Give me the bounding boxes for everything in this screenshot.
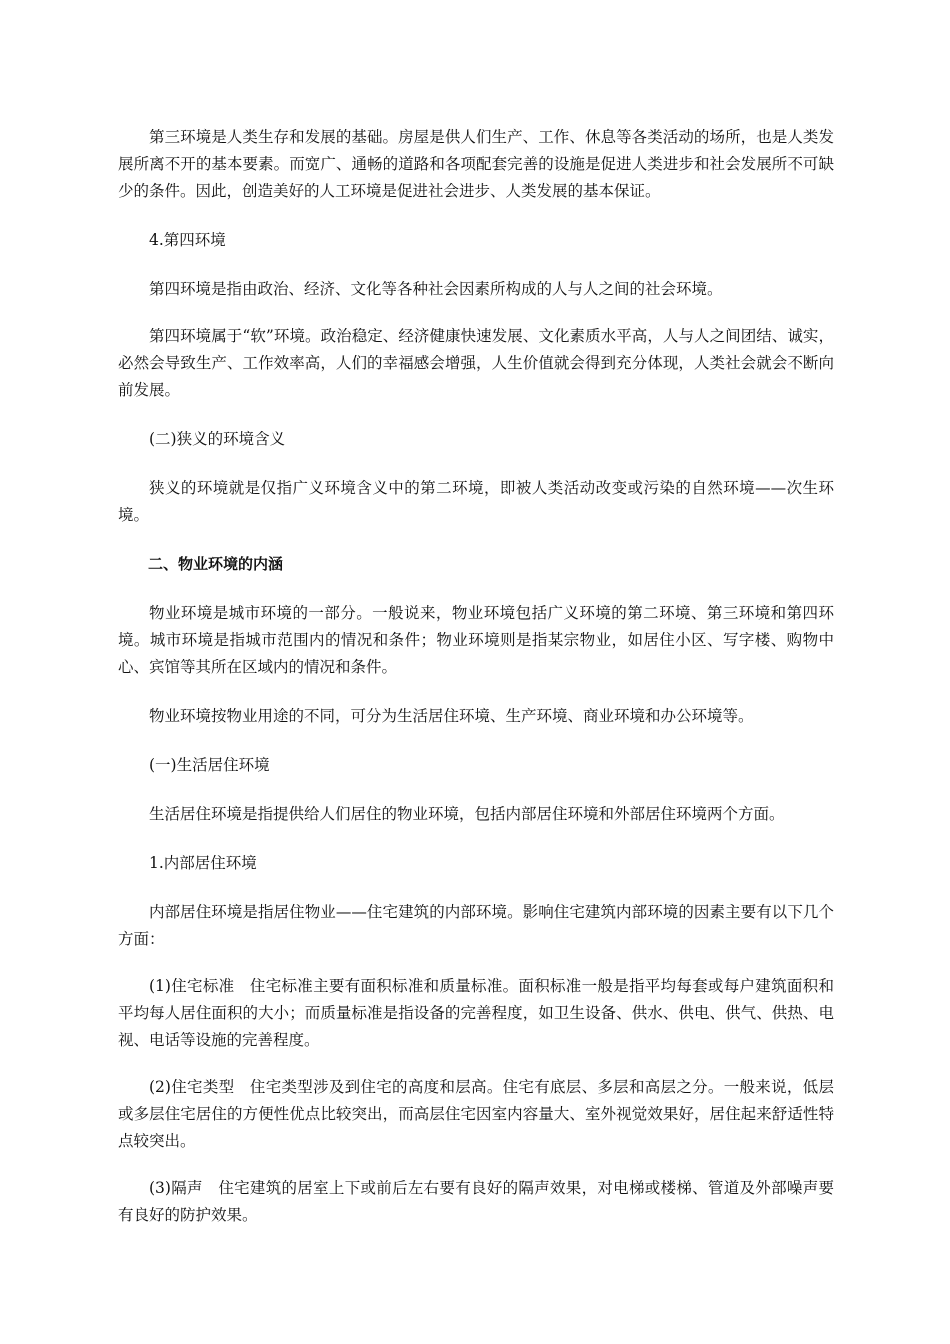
heading-fourth-environment: 4.第四环境 — [149, 231, 226, 249]
paragraph-property-classification: 物业环境按物业用途的不同，可分为生活居住环境、生产环境、商业环境和办公环境等。 — [149, 707, 754, 725]
paragraph-living-environment: 生活居住环境是指提供给人们居住的物业环境，包括内部居住环境和外部居住环境两个方面。 — [149, 805, 785, 823]
paragraph-fourth-environment-definition: 第四环境是指由政治、经济、文化等各种社会因素所构成的人与人之间的社会环境。 — [149, 280, 723, 298]
list-item-text: 住宅建筑的居室上下或前后左右要有良好的隔声效果，对电梯或楼梯、管道及外部噪声要有良好的防护效果。 — [118, 1179, 834, 1224]
document-page — [118, 124, 834, 1229]
list-item-term: (3)隔声 — [149, 1179, 203, 1197]
paragraph-property-environment: 物业环境是城市环境的一部分。一般说来，物业环境包括广义环境的第二环境、第三环境和第四环境。城市环境是指城市范围内的情况和条件；物业环境则是指某宗物业，如居住小区、写字楼、购物中心、宾馆等其所在区域内的情况和条件。 — [118, 604, 834, 676]
heading-inner-living-environment: 1.内部居住环境 — [149, 854, 257, 872]
list-item-text: 住宅标准主要有面积标准和质量标准。面积标准一般是指平均每套或每户建筑面积和平均每人居住面积的大小；而质量标准是指设备的完善程度，如卫生设备、供水、供电、供气、供热、电视、电话等设施的完善程度。 — [118, 977, 834, 1049]
heading-living-environment: (一)生活居住环境 — [149, 756, 270, 774]
heading-property-environment: 二、物业环境的内涵 — [148, 555, 284, 573]
list-item-term: (1)住宅标准 — [149, 977, 235, 995]
list-item-text: 住宅类型涉及到住宅的高度和层高。住宅有底层、多层和高层之分。一般来说，低层或多层住宅居住的方便性优点比较突出，而高层住宅因室内容量大、室外视觉效果好，居住起来舒适性特点较突出。 — [118, 1078, 834, 1150]
list-item-sound-insulation — [118, 1175, 834, 1229]
paragraph-third-environment: 第三环境是人类生存和发展的基础。房屋是供人们生产、工作、休息等各类活动的场所，也是人类发展所离不开的基本要素。而宽广、通畅的道路和各项配套完善的设施是促进人类进步和社会发展所不可缺少的条件。因此，创造美好的人工环境是促进社会进步、人类发展的基本保证。 — [118, 128, 834, 200]
heading-narrow-environment: (二)狭义的环境含义 — [149, 430, 286, 448]
paragraph-narrow-environment: 狭义的环境就是仅指广义环境含义中的第二环境，即被人类活动改变或污染的自然环境——次生环境。 — [118, 479, 834, 524]
list-item-housing-standard — [118, 973, 834, 1054]
list-item-housing-type — [118, 1074, 834, 1155]
paragraph-fourth-environment-soft: 第四环境属于“软”环境。政治稳定、经济健康快速发展、文化素质水平高，人与人之间团结、诚实，必然会导致生产、工作效率高，人们的幸福感会增强，人生价值就会得到充分体现，人类社会就会不断向前发展。 — [118, 327, 834, 399]
list-item-term: (2)住宅类型 — [149, 1078, 235, 1096]
paragraph-inner-living-environment: 内部居住环境是指居住物业——住宅建筑的内部环境。影响住宅建筑内部环境的因素主要有以下几个方面： — [118, 903, 834, 948]
